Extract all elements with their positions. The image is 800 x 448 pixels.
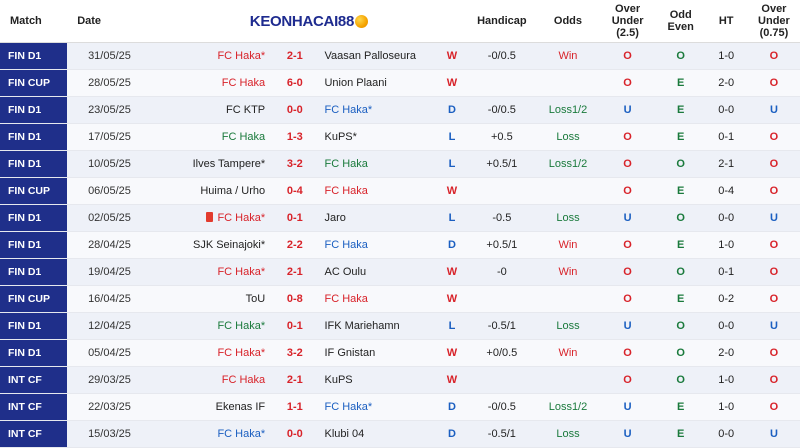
competition-badge[interactable]: FIN D1 [0, 340, 67, 367]
site-logo [152, 0, 466, 43]
final-score: 2-2 [273, 232, 316, 259]
half-time-score: 0-1 [705, 259, 748, 286]
competition-badge[interactable]: FIN D1 [0, 313, 67, 340]
over-under-25: U [598, 394, 657, 421]
odds-result [538, 286, 599, 313]
handicap-value: -0.5 [466, 205, 538, 232]
half-time-score: 0-0 [705, 97, 748, 124]
odds-result: Loss [538, 205, 599, 232]
odds-result: Win [538, 232, 599, 259]
competition-badge[interactable]: INT CF [0, 421, 67, 448]
over-under-075: U [748, 421, 800, 448]
odd-even: O [657, 205, 705, 232]
result-badge: W [438, 259, 466, 286]
header-match[interactable]: Match [0, 0, 67, 43]
result-badge: W [438, 178, 466, 205]
header-odd-even[interactable]: Odd Even [657, 0, 705, 43]
home-team[interactable]: FC Haka* [152, 205, 273, 232]
odd-even: O [657, 259, 705, 286]
table-row[interactable] [0, 232, 800, 259]
home-team[interactable]: FC Haka* [152, 43, 273, 70]
competition-badge[interactable]: FIN CUP [0, 70, 67, 97]
table-row[interactable] [0, 178, 800, 205]
over-under-075: O [748, 178, 800, 205]
table-row[interactable] [0, 259, 800, 286]
odds-result [538, 178, 599, 205]
match-date: 15/03/25 [67, 421, 152, 448]
competition-badge[interactable]: FIN CUP [0, 286, 67, 313]
half-time-score: 1-0 [705, 232, 748, 259]
final-score: 2-1 [273, 367, 316, 394]
half-time-score: 2-0 [705, 340, 748, 367]
away-team[interactable]: FC Haka* [316, 394, 437, 421]
over-under-25: O [598, 259, 657, 286]
handicap-value: +0.5 [466, 124, 538, 151]
final-score: 0-8 [273, 286, 316, 313]
competition-badge[interactable]: FIN D1 [0, 205, 67, 232]
odd-even: E [657, 286, 705, 313]
odd-even: E [657, 394, 705, 421]
over-under-25: U [598, 205, 657, 232]
handicap-value [466, 367, 538, 394]
competition-badge[interactable]: FIN D1 [0, 259, 67, 286]
competition-badge[interactable]: INT CF [0, 367, 67, 394]
over-under-25: O [598, 70, 657, 97]
odd-even: O [657, 151, 705, 178]
half-time-score: 0-0 [705, 313, 748, 340]
match-date: 17/05/25 [67, 124, 152, 151]
odds-result: Loss [538, 124, 599, 151]
table-row[interactable] [0, 151, 800, 178]
result-badge: W [438, 70, 466, 97]
match-date: 22/03/25 [67, 394, 152, 421]
result-badge: W [438, 367, 466, 394]
half-time-score: 1-0 [705, 43, 748, 70]
match-date: 12/04/25 [67, 313, 152, 340]
over-under-075: O [748, 232, 800, 259]
competition-badge[interactable]: FIN CUP [0, 178, 67, 205]
home-team[interactable]: Huima / Urho [152, 178, 273, 205]
handicap-value: -0 [466, 259, 538, 286]
home-team[interactable]: FC Haka* [152, 259, 273, 286]
handicap-value: -0.5/1 [466, 313, 538, 340]
over-under-25: O [598, 178, 657, 205]
away-team[interactable]: FC Haka [316, 151, 437, 178]
handicap-value: -0/0.5 [466, 43, 538, 70]
odd-even: O [657, 340, 705, 367]
competition-badge[interactable]: FIN D1 [0, 43, 67, 70]
odd-even: E [657, 232, 705, 259]
result-badge: D [438, 232, 466, 259]
home-team[interactable]: ToU [152, 286, 273, 313]
red-card-icon [206, 212, 213, 222]
home-team[interactable]: Ekenas IF [152, 394, 273, 421]
half-time-score: 2-0 [705, 70, 748, 97]
table-row[interactable] [0, 313, 800, 340]
away-team[interactable]: Vaasan Palloseura [316, 43, 437, 70]
over-under-25: O [598, 340, 657, 367]
over-under-075: O [748, 151, 800, 178]
final-score: 3-2 [273, 151, 316, 178]
header-odds[interactable]: Odds [538, 0, 599, 43]
half-time-score: 0-2 [705, 286, 748, 313]
away-team[interactable]: Jaro [316, 205, 437, 232]
home-team[interactable]: FC Haka [152, 70, 273, 97]
over-under-075: O [748, 43, 800, 70]
final-score: 1-1 [273, 394, 316, 421]
final-score: 0-0 [273, 421, 316, 448]
over-under-075: U [748, 205, 800, 232]
table-row[interactable] [0, 70, 800, 97]
competition-badge[interactable]: FIN D1 [0, 124, 67, 151]
half-time-score: 0-1 [705, 124, 748, 151]
odd-even: E [657, 97, 705, 124]
home-team[interactable]: FC Haka* [152, 421, 273, 448]
final-score: 2-1 [273, 43, 316, 70]
header-over-under-075[interactable]: Over Under (0.75) [748, 0, 800, 43]
final-score: 6-0 [273, 70, 316, 97]
header-handicap[interactable]: Handicap [466, 0, 538, 43]
half-time-score: 0-4 [705, 178, 748, 205]
table-row[interactable] [0, 205, 800, 232]
match-date: 19/04/25 [67, 259, 152, 286]
half-time-score: 2-1 [705, 151, 748, 178]
half-time-score: 0-0 [705, 421, 748, 448]
home-team[interactable]: SJK Seinajoki* [152, 232, 273, 259]
header-ht[interactable]: HT [705, 0, 748, 43]
odd-even: E [657, 124, 705, 151]
logo-text: KEONHACAI88 [249, 12, 355, 30]
final-score: 0-4 [273, 178, 316, 205]
away-team[interactable]: Klubi 04 [316, 421, 437, 448]
odds-result: Loss [538, 421, 599, 448]
table-row[interactable] [0, 43, 800, 70]
final-score: 0-1 [273, 205, 316, 232]
over-under-075: O [748, 367, 800, 394]
match-date: 29/03/25 [67, 367, 152, 394]
handicap-value: +0.5/1 [466, 232, 538, 259]
competition-badge[interactable]: FIN D1 [0, 151, 67, 178]
odds-result: Loss1/2 [538, 151, 599, 178]
over-under-25: O [598, 43, 657, 70]
match-date: 23/05/25 [67, 97, 152, 124]
table-body [0, 43, 800, 448]
over-under-075: O [748, 394, 800, 421]
odd-even: O [657, 313, 705, 340]
over-under-075: O [748, 259, 800, 286]
odds-result [538, 70, 599, 97]
competition-badge[interactable]: INT CF [0, 394, 67, 421]
home-team[interactable]: FC Haka [152, 367, 273, 394]
competition-badge[interactable]: FIN D1 [0, 232, 67, 259]
match-date: 02/05/25 [67, 205, 152, 232]
home-team[interactable]: Ilves Tampere* [152, 151, 273, 178]
match-date: 28/05/25 [67, 70, 152, 97]
final-score: 3-2 [273, 340, 316, 367]
odds-result: Loss1/2 [538, 394, 599, 421]
final-score: 0-0 [273, 97, 316, 124]
handicap-value: -0/0.5 [466, 97, 538, 124]
over-under-075: O [748, 70, 800, 97]
over-under-25: O [598, 286, 657, 313]
away-team[interactable]: KuPS* [316, 124, 437, 151]
result-badge: D [438, 394, 466, 421]
handicap-value [466, 178, 538, 205]
match-date: 06/05/25 [67, 178, 152, 205]
ball-icon [355, 15, 368, 28]
odds-result: Loss [538, 313, 599, 340]
half-time-score: 1-0 [705, 394, 748, 421]
result-badge: D [438, 421, 466, 448]
odd-even: O [657, 367, 705, 394]
header-over-under-25[interactable]: Over Under (2.5) [598, 0, 657, 43]
over-under-25: O [598, 232, 657, 259]
table-row[interactable] [0, 124, 800, 151]
result-badge: L [438, 124, 466, 151]
result-badge: D [438, 97, 466, 124]
result-badge: L [438, 151, 466, 178]
home-team[interactable]: FC Haka* [152, 313, 273, 340]
odds-result: Win [538, 43, 599, 70]
table-row[interactable] [0, 97, 800, 124]
match-date: 10/05/25 [67, 151, 152, 178]
match-date: 05/04/25 [67, 340, 152, 367]
home-team[interactable]: FC KTP [152, 97, 273, 124]
over-under-25: U [598, 313, 657, 340]
odds-result: Win [538, 259, 599, 286]
away-team[interactable]: FC Haka [316, 286, 437, 313]
odd-even: E [657, 178, 705, 205]
odds-result: Win [538, 340, 599, 367]
table-row[interactable] [0, 340, 800, 367]
away-team[interactable]: FC Haka [316, 232, 437, 259]
handicap-value: -0/0.5 [466, 394, 538, 421]
result-badge: L [438, 205, 466, 232]
odd-even: E [657, 70, 705, 97]
result-badge: W [438, 43, 466, 70]
over-under-25: O [598, 151, 657, 178]
final-score: 2-1 [273, 259, 316, 286]
away-team[interactable]: AC Oulu [316, 259, 437, 286]
away-team[interactable]: Union Plaani [316, 70, 437, 97]
table-row[interactable] [0, 286, 800, 313]
over-under-25: U [598, 97, 657, 124]
table-header [0, 0, 800, 43]
over-under-075: O [748, 340, 800, 367]
over-under-25: O [598, 124, 657, 151]
over-under-075: U [748, 313, 800, 340]
over-under-25: U [598, 421, 657, 448]
away-team[interactable]: KuPS [316, 367, 437, 394]
match-date: 31/05/25 [67, 43, 152, 70]
handicap-value: +0/0.5 [466, 340, 538, 367]
over-under-075: U [748, 97, 800, 124]
match-date: 16/04/25 [67, 286, 152, 313]
table-row[interactable] [0, 394, 800, 421]
away-team[interactable]: IFK Mariehamn [316, 313, 437, 340]
competition-badge[interactable]: FIN D1 [0, 97, 67, 124]
home-team[interactable]: FC Haka* [152, 340, 273, 367]
result-badge: L [438, 313, 466, 340]
table-row[interactable] [0, 421, 800, 448]
half-time-score: 0-0 [705, 205, 748, 232]
odd-even: O [657, 43, 705, 70]
odd-even: E [657, 421, 705, 448]
odds-result: Loss1/2 [538, 97, 599, 124]
result-badge: W [438, 340, 466, 367]
over-under-075: O [748, 124, 800, 151]
away-team[interactable]: FC Haka* [316, 97, 437, 124]
handicap-value [466, 70, 538, 97]
header-date[interactable]: Date [67, 0, 152, 43]
final-score: 1-3 [273, 124, 316, 151]
odds-result [538, 367, 599, 394]
over-under-25: O [598, 367, 657, 394]
away-team[interactable]: IF Gnistan [316, 340, 437, 367]
away-team[interactable]: FC Haka [316, 178, 437, 205]
handicap-value: +0.5/1 [466, 151, 538, 178]
over-under-075: O [748, 286, 800, 313]
home-team[interactable]: FC Haka [152, 124, 273, 151]
table-row[interactable] [0, 367, 800, 394]
handicap-value: -0.5/1 [466, 421, 538, 448]
final-score: 0-1 [273, 313, 316, 340]
half-time-score: 1-0 [705, 367, 748, 394]
result-badge: W [438, 286, 466, 313]
handicap-value [466, 286, 538, 313]
match-date: 28/04/25 [67, 232, 152, 259]
